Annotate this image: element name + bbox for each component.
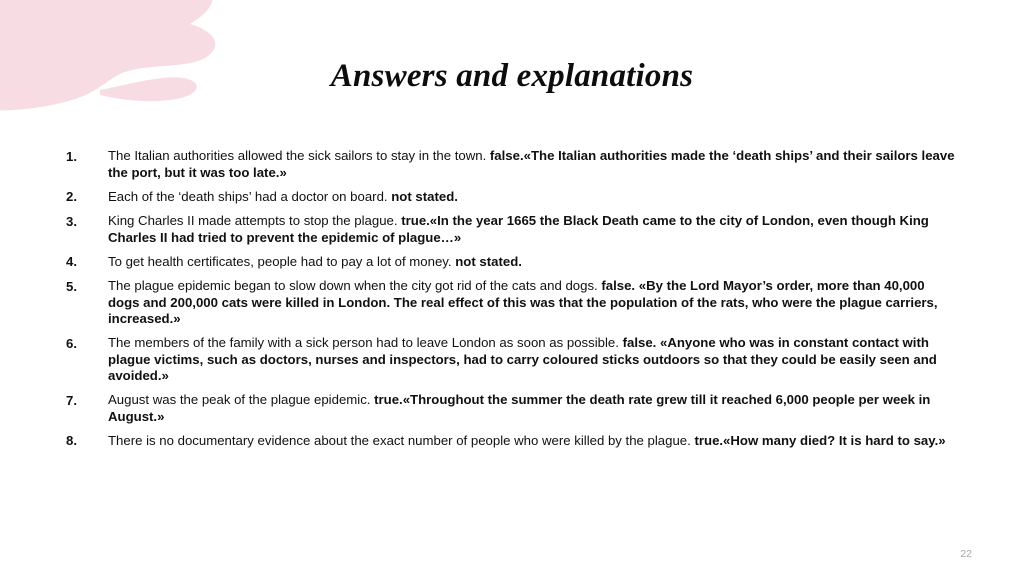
list-item-text	[108, 213, 956, 246]
answer-text: true.«Throughout the summer the death rate grew till it reached 6,000 people per week in August.»	[108, 392, 931, 424]
statement-text: There is no documentary evidence about the exact number of people who were killed by the plague.	[108, 432, 695, 448]
list-item	[66, 278, 956, 328]
answer-text: true.«In the year 1665 the Black Death came to the city of London, even though King Charles II had tried to prevent the epidemic of plague…»	[108, 213, 929, 245]
statement-text: August was the peak of the plague epidemic.	[108, 392, 375, 407]
list-item	[66, 254, 956, 271]
list-item	[66, 189, 956, 206]
page-title: Answers and explanations	[330, 58, 694, 94]
statement-text: To get health certificates, people had to pay a lot of money.	[108, 253, 456, 269]
statement-text: The Italian authorities allowed the sick sailors to stay in the town.	[108, 148, 490, 163]
list-item-number: 4.	[66, 254, 77, 269]
list-item-number: 5.	[66, 278, 77, 294]
list-item-number: 1.	[66, 148, 77, 164]
list-item-text	[108, 392, 956, 425]
list-item-text	[108, 278, 956, 328]
list-item-text	[108, 189, 956, 206]
list-item-number: 7.	[66, 392, 77, 408]
answers-list	[66, 148, 956, 457]
answer-text: false. «By the Lord Mayor’s order, more than 40,000 dogs and 200,000 cats were killed in London. The real effect of this was that the population of the rats, who were the plague carriers, increased.»	[108, 278, 938, 326]
list-item-number: 3.	[66, 213, 77, 229]
list-item-text	[108, 433, 956, 450]
statement-text: King Charles II made attempts to stop the plague.	[108, 213, 402, 228]
answer-text: true.«How many died? It is hard to say.»	[694, 432, 946, 448]
list-item-text	[108, 335, 956, 385]
list-item	[66, 335, 956, 385]
list-item-number: 2.	[66, 189, 77, 204]
list-item-text	[108, 254, 956, 271]
list-item-number: 8.	[66, 433, 77, 448]
page-number: 22	[960, 548, 972, 560]
list-item-text	[108, 148, 956, 181]
answer-text: false. «Anyone who was in constant contact with plague victims, such as doctors, nurses and inspectors, had to carry coloured sticks outdoors so that they could be easily seen and avoided.»	[108, 335, 937, 383]
list-item	[66, 392, 956, 425]
list-item-number: 6.	[66, 335, 77, 351]
list-item	[66, 213, 956, 246]
list-item	[66, 433, 956, 450]
answer-text: false.«The Italian authorities made the ‘death ships’ and their sailors leave the port, but it was too late.»	[108, 148, 955, 180]
statement-text: The members of the family with a sick person had to leave London as soon as possible.	[108, 335, 623, 350]
answer-text: not stated.	[391, 188, 458, 204]
statement-text: Each of the ‘death ships’ had a doctor on board.	[108, 188, 392, 204]
statement-text: The plague epidemic began to slow down when the city got rid of the cats and dogs.	[108, 278, 602, 293]
answer-text: not stated.	[455, 253, 522, 269]
list-item	[66, 148, 956, 181]
